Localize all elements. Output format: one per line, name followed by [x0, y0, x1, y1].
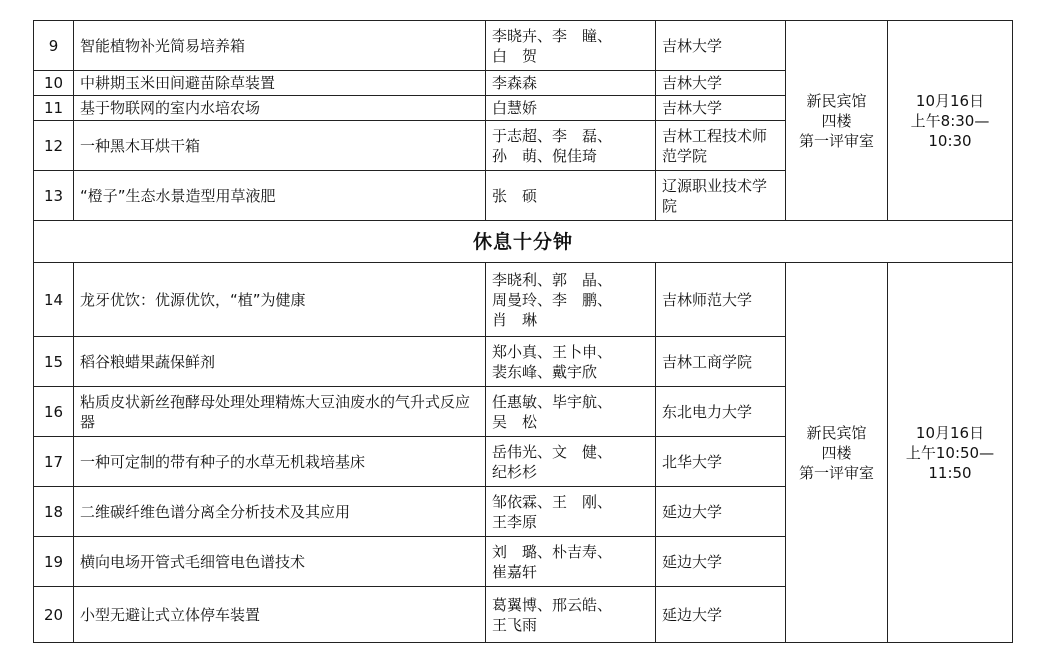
university: 延边大学: [656, 537, 786, 587]
project-title: 横向电场开管式毛细管电色谱技术: [74, 537, 486, 587]
university: 北华大学: [656, 437, 786, 487]
venue-line: 新民宾馆: [806, 423, 867, 442]
table-row: [34, 21, 1013, 71]
break-row: [34, 221, 1013, 263]
university: 延边大学: [656, 487, 786, 537]
row-number: 15: [34, 337, 74, 387]
row-number: 18: [34, 487, 74, 537]
row-number: 17: [34, 437, 74, 487]
project-title: 稻谷粮蜡果蔬保鲜剂: [74, 337, 486, 387]
university: 吉林工商学院: [656, 337, 786, 387]
project-title: 粘质皮状新丝孢酵母处理处理精炼大豆油废水的气升式反应器: [74, 387, 486, 437]
time-line: 10月16日: [915, 91, 985, 110]
project-title: 智能植物补光简易培养箱: [74, 21, 486, 71]
row-number: 12: [34, 121, 74, 171]
university: 吉林师范大学: [656, 263, 786, 337]
project-authors: 葛翼博、邢云皓、 王飞雨: [486, 587, 656, 643]
venue-line: 四楼: [821, 443, 852, 462]
time-line: 10月16日: [915, 423, 985, 442]
project-authors: 白慧娇: [486, 96, 656, 121]
university: 吉林大学: [656, 96, 786, 121]
row-number: 11: [34, 96, 74, 121]
university: 吉林大学: [656, 71, 786, 96]
project-authors: 任惠敏、毕宇航、 吴 松: [486, 387, 656, 437]
project-authors: 刘 璐、朴吉寿、 崔嘉轩: [486, 537, 656, 587]
row-number: 20: [34, 587, 74, 643]
project-authors: 郑小真、王卜申、 裴东峰、戴宇欣: [486, 337, 656, 387]
row-number: 9: [34, 21, 74, 71]
session1-time: [888, 21, 1013, 221]
row-number: 13: [34, 171, 74, 221]
project-authors: 李晓卉、李 瞳、 白 贺: [486, 21, 656, 71]
university: 辽源职业技术学院: [656, 171, 786, 221]
row-number: 19: [34, 537, 74, 587]
project-title: 一种黑木耳烘干箱: [74, 121, 486, 171]
session2-time: [888, 263, 1013, 643]
university: 吉林大学: [656, 21, 786, 71]
project-title: 龙牙优饮：优源优饮，“植”为健康: [74, 263, 486, 337]
project-title: 小型无避让式立体停车装置: [74, 587, 486, 643]
project-authors: 张 硕: [486, 171, 656, 221]
university: 吉林工程技术师范学院: [656, 121, 786, 171]
project-title: 基于物联网的室内水培农场: [74, 96, 486, 121]
university: 东北电力大学: [656, 387, 786, 437]
time-line: 11:50: [928, 463, 972, 482]
project-authors: 岳伟光、文 健、 纪杉杉: [486, 437, 656, 487]
project-title: “橙子”生态水景造型用草液肥: [74, 171, 486, 221]
row-number: 16: [34, 387, 74, 437]
venue-line: 第一评审室: [798, 131, 874, 150]
project-authors: 于志超、李 磊、 孙 萌、倪佳琦: [486, 121, 656, 171]
venue-line: 四楼: [821, 111, 852, 130]
time-line: 10:30: [928, 131, 972, 150]
time-line: 上午8:30—: [910, 111, 990, 130]
project-title: 一种可定制的带有种子的水草无机栽培基床: [74, 437, 486, 487]
project-title: 二维碳纤维色谱分离全分析技术及其应用: [74, 487, 486, 537]
table-row: [34, 263, 1013, 337]
break-label: 休息十分钟: [34, 221, 1013, 263]
university: 延边大学: [656, 587, 786, 643]
project-authors: 李晓利、郭 晶、 周曼玲、李 鹏、 肖 琳: [486, 263, 656, 337]
row-number: 10: [34, 71, 74, 96]
session1-venue: [786, 21, 888, 221]
project-authors: 邹依霖、王 刚、 王李原: [486, 487, 656, 537]
schedule-table: [33, 20, 1013, 643]
time-line: 上午10:50—: [905, 443, 995, 462]
row-number: 14: [34, 263, 74, 337]
project-authors: 李森森: [486, 71, 656, 96]
session2-venue: [786, 263, 888, 643]
venue-line: 第一评审室: [798, 463, 874, 482]
venue-line: 新民宾馆: [806, 91, 867, 110]
project-title: 中耕期玉米田间避苗除草装置: [74, 71, 486, 96]
